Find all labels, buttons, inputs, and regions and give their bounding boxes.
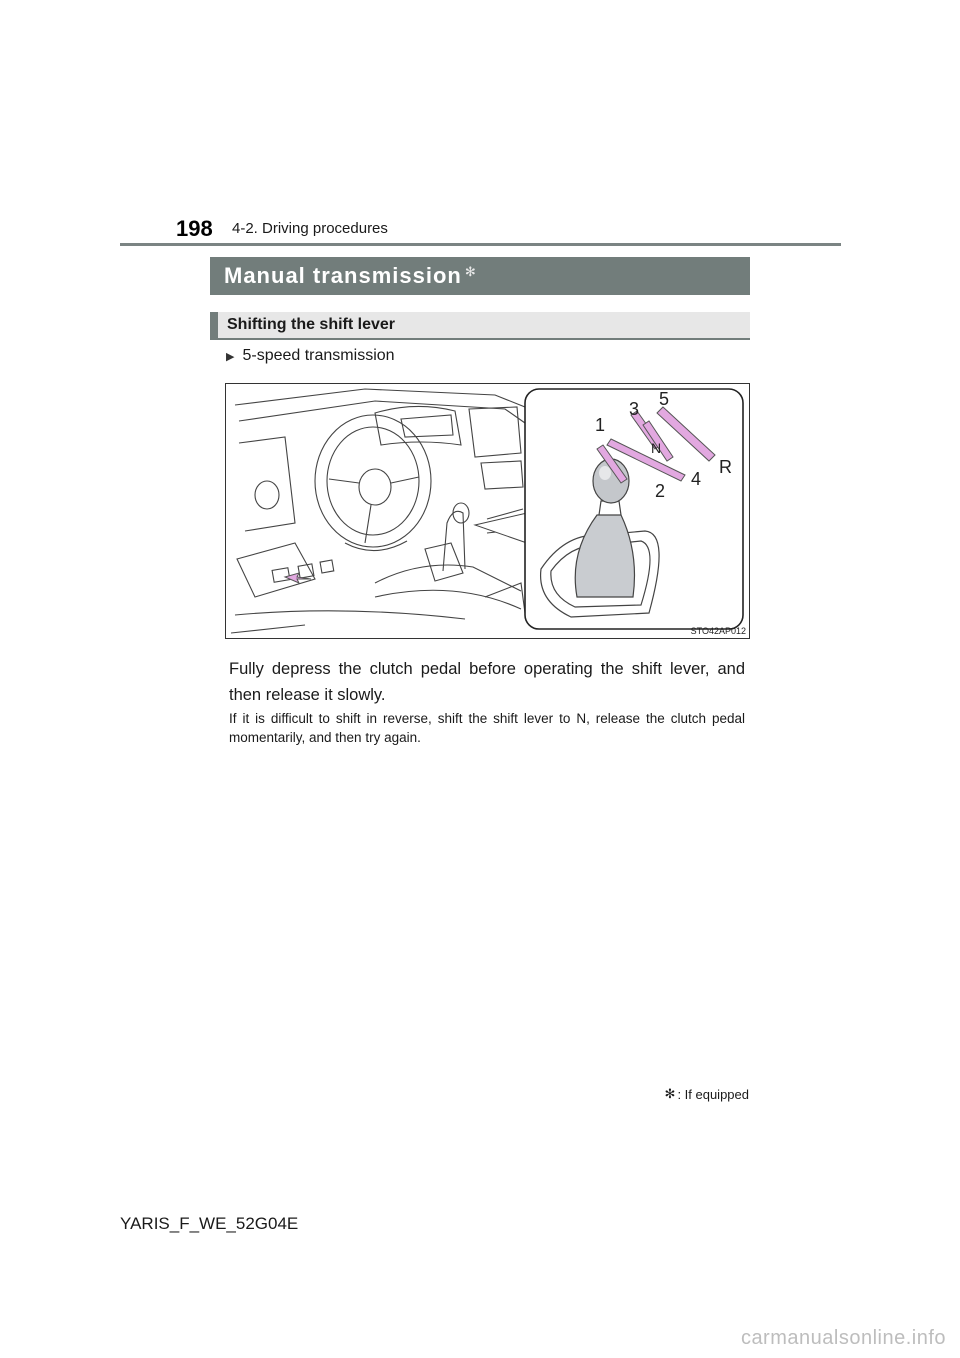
document-code: YARIS_F_WE_52G04E (120, 1214, 299, 1233)
header-rule (120, 243, 841, 246)
gear-label-2: 2 (655, 481, 666, 501)
equipped-star-icon: ✻ (664, 1086, 676, 1101)
dashboard-illustration (225, 383, 750, 639)
gear-label-3: 3 (629, 399, 640, 419)
page-title: Manual transmission (224, 263, 462, 288)
section-label: 4-2. Driving procedures (232, 220, 388, 237)
subheading-bar (210, 312, 750, 340)
equipped-star-icon: ✻ (464, 264, 476, 279)
body-paragraph: Fully depress the clutch pedal before operating the shift lever, and then release it slowly. (229, 660, 745, 704)
footnote (665, 1086, 749, 1102)
subheading-text: Shifting the shift lever (227, 316, 396, 333)
page-title-bar (210, 257, 750, 295)
bullet-item (226, 347, 395, 365)
gear-label-4: 4 (691, 469, 702, 489)
gear-label-5: 5 (659, 389, 670, 409)
figure-id: STO42AP012 (690, 626, 746, 636)
illustration-figure (225, 383, 750, 639)
page-number: 198 (176, 216, 213, 241)
bullet-text: 5-speed transmission (242, 347, 395, 364)
gear-label-n: N (651, 440, 662, 456)
watermark: carmanualsonline.info (740, 1327, 946, 1349)
note-paragraph: If it is difficult to shift in reverse, shift the shift lever to N, release the clutch pedal momentarily, and then try again. (229, 711, 745, 745)
footnote-text: : If equipped (677, 1086, 749, 1102)
gear-label-1: 1 (595, 415, 606, 435)
gear-label-r: R (719, 457, 732, 477)
triangle-bullet-icon: ▶ (226, 350, 235, 363)
